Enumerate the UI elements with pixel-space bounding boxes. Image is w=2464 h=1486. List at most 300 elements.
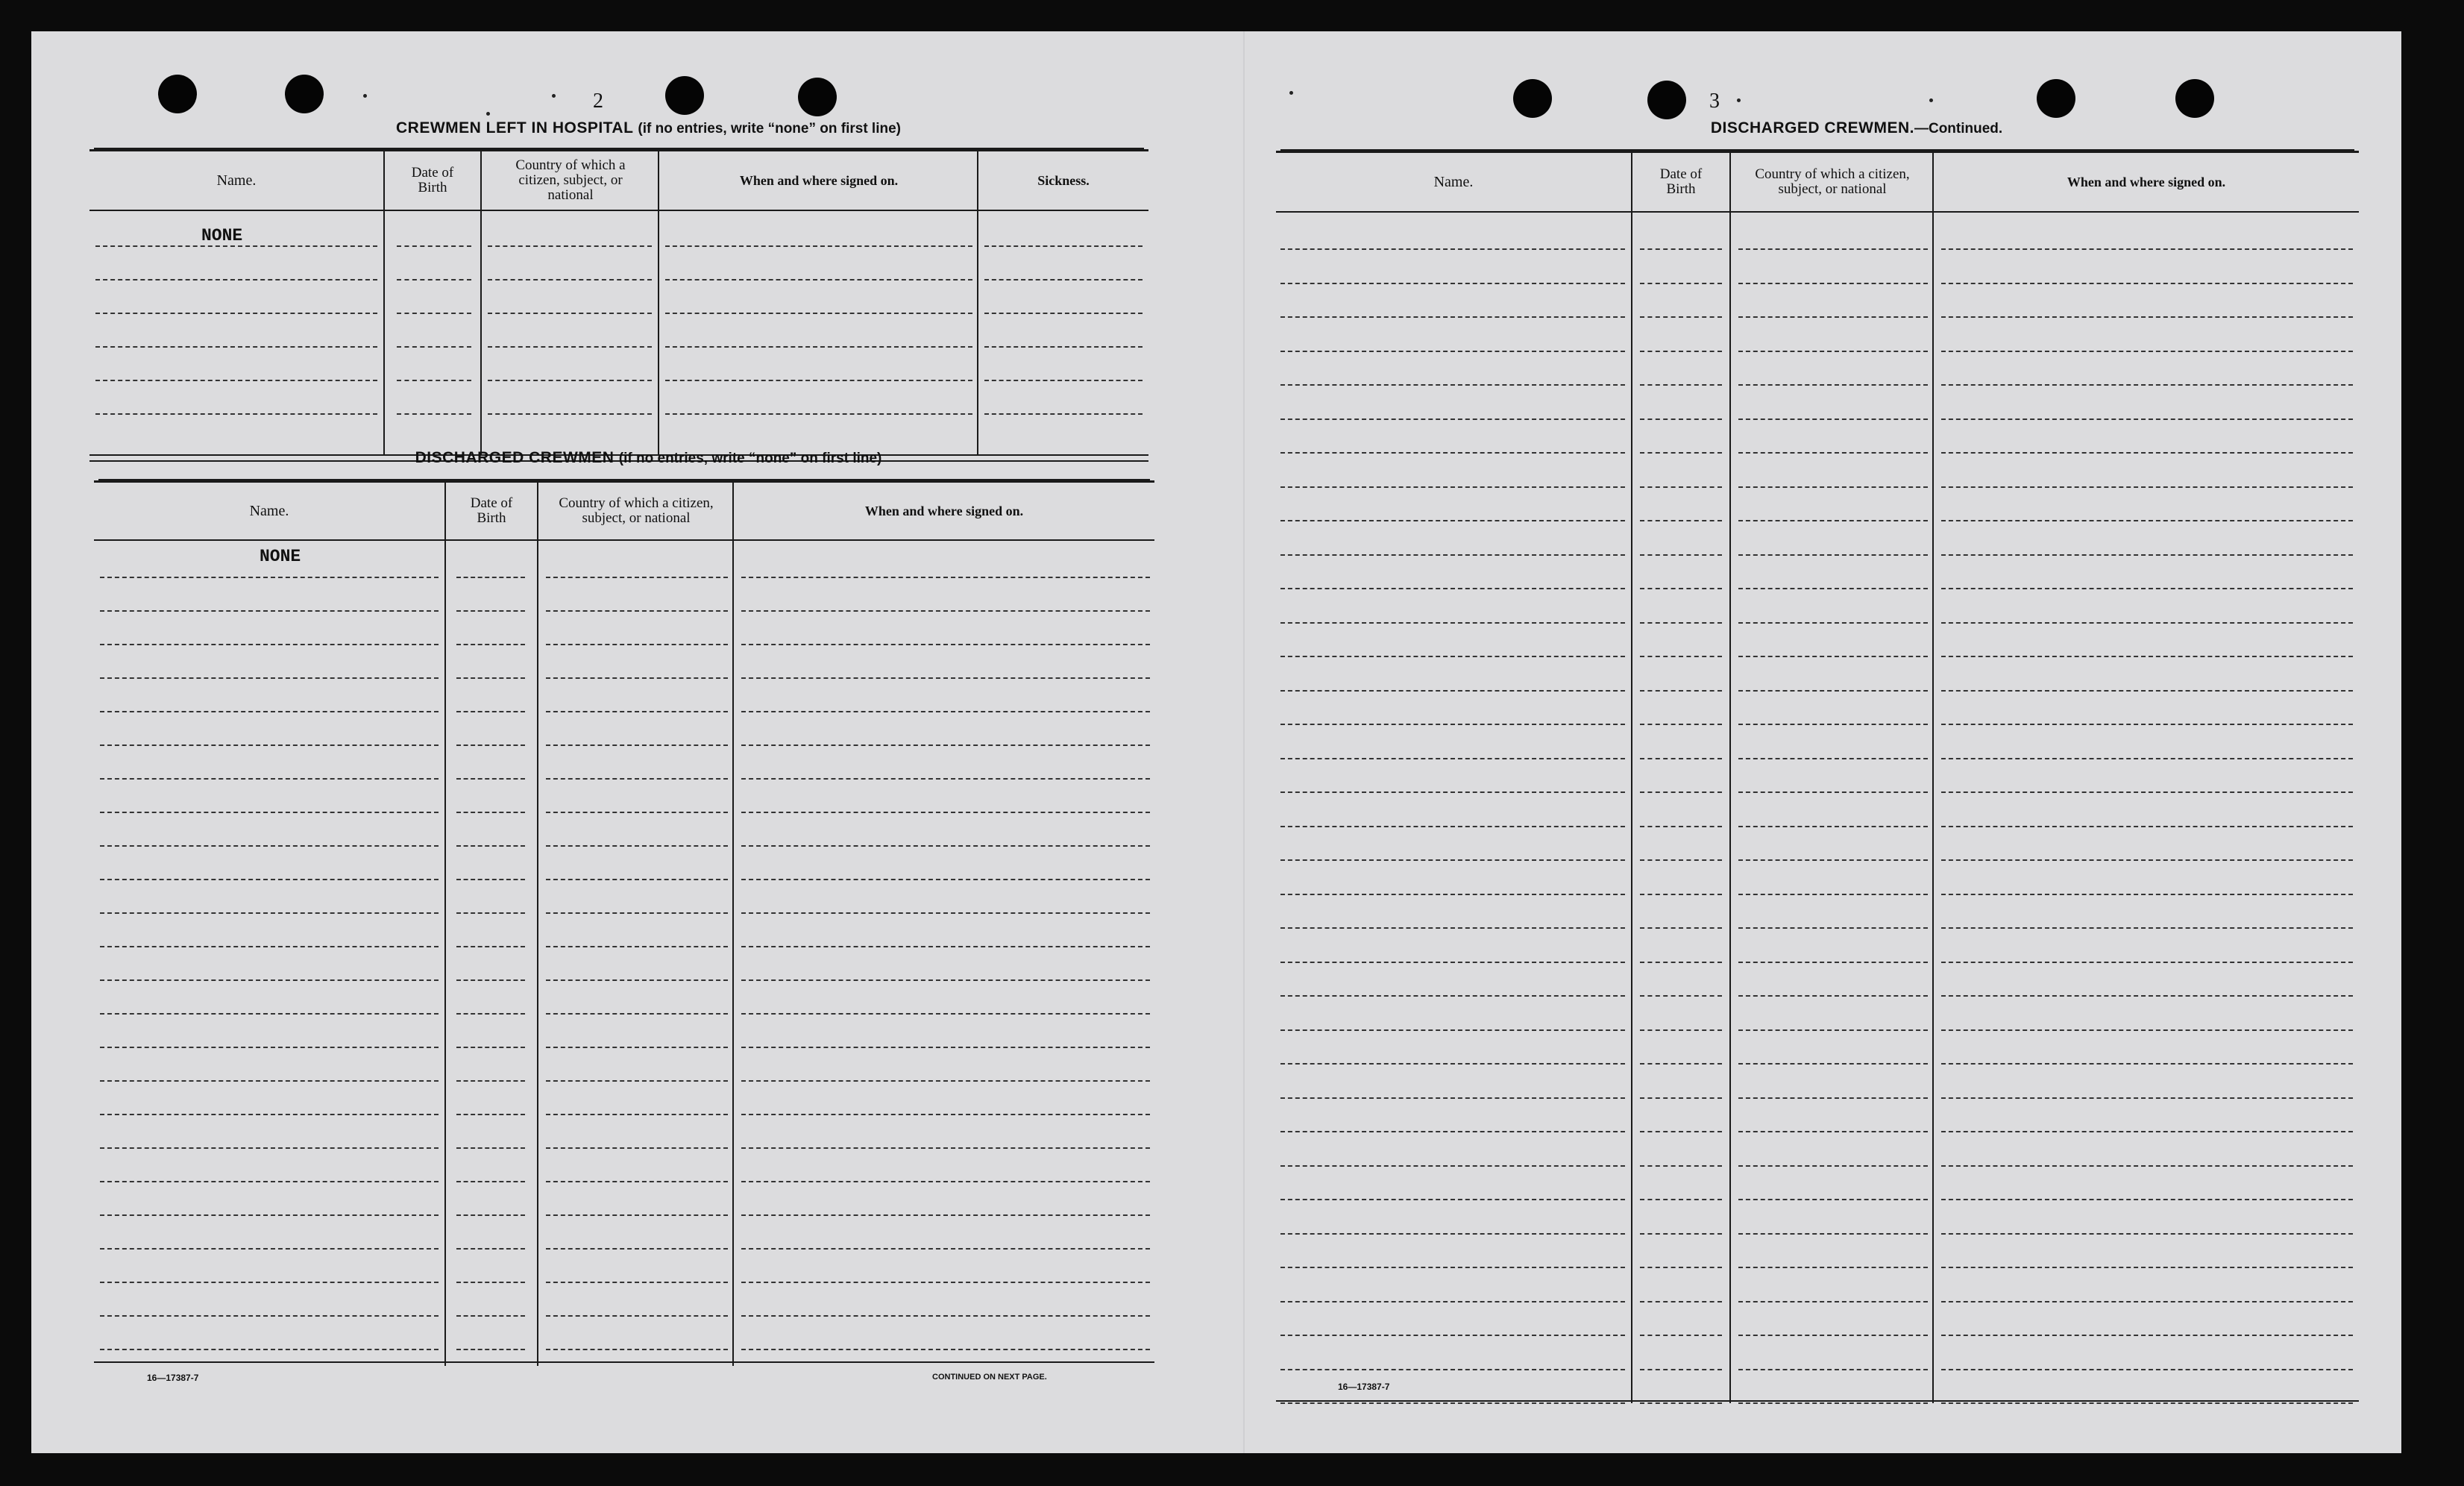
ruled-line: [456, 1047, 525, 1048]
ruled-line: [1941, 316, 2353, 318]
ruled-line: [1280, 316, 1625, 318]
ruled-line: [456, 912, 525, 914]
ruled-line: [546, 577, 728, 578]
ruled-line: [1640, 248, 1722, 250]
ruled-line: [95, 380, 377, 381]
ruled-line: [1280, 1029, 1625, 1031]
discharged-table: [94, 480, 1154, 1366]
col-dob-header: Date of Birth: [411, 165, 454, 195]
ruled-line: [546, 1013, 728, 1015]
ruled-line: [741, 1248, 1150, 1250]
ruled-line: [546, 879, 728, 880]
col-signed-on-header: When and where signed on.: [2067, 175, 2226, 189]
ruled-line: [546, 610, 728, 612]
ruled-line: [1941, 622, 2353, 624]
ruled-line: [1640, 690, 1722, 692]
ruled-line: [1941, 859, 2353, 861]
ruled-line: [456, 711, 525, 712]
ruled-line: [665, 279, 972, 280]
ruled-line: [1640, 452, 1722, 454]
ruled-line: [456, 677, 525, 679]
ruled-line: [456, 1214, 525, 1216]
ruled-line: [546, 1080, 728, 1082]
ruled-line: [456, 1282, 525, 1283]
ruled-line: [456, 812, 525, 813]
ruled-line: [1280, 1233, 1625, 1235]
ruled-line: [546, 1349, 728, 1350]
ruled-line: [100, 946, 439, 947]
ruled-line: [1640, 588, 1722, 589]
ruled-line: [741, 979, 1150, 981]
right-title-text: DISCHARGED CREWMEN.: [1710, 119, 1914, 137]
ruled-line: [1941, 758, 2353, 759]
ruled-line: [1640, 791, 1722, 793]
ruled-line: [1640, 1097, 1722, 1099]
ruled-line: [456, 1248, 525, 1250]
speck-mark: [363, 94, 367, 98]
ruled-line: [741, 1214, 1150, 1216]
ruled-line: [1941, 554, 2353, 556]
document-sheet: [31, 31, 2401, 1453]
ruled-line: [1941, 520, 2353, 521]
continued-rows: [1276, 211, 2359, 1403]
ruled-line: [984, 346, 1143, 348]
ruled-line: [1941, 791, 2353, 793]
ruled-line: [1738, 248, 1928, 250]
ruled-line: [100, 1114, 439, 1115]
ruled-line: [741, 778, 1150, 780]
ruled-line: [1738, 316, 1928, 318]
discharged-continued-table: [1276, 151, 2359, 1403]
ruled-line: [546, 1047, 728, 1048]
ruled-line: [546, 644, 728, 645]
ruled-line: [1280, 690, 1625, 692]
ruled-line: [984, 313, 1143, 314]
ruled-line: [1738, 622, 1928, 624]
col-dob-header: Date of Birth: [470, 495, 513, 526]
ruled-line: [100, 912, 439, 914]
form-number: 16—17387-7: [147, 1373, 199, 1383]
ruled-line: [1941, 1199, 2353, 1200]
ruled-line: [397, 413, 471, 415]
speck-mark: [486, 112, 490, 116]
ruled-line: [546, 812, 728, 813]
col-country-header: Country of which a citizen, subject, or national: [559, 495, 714, 526]
ruled-line: [1280, 656, 1625, 657]
ruled-line: [1640, 758, 1722, 759]
ruled-line: [1280, 1301, 1625, 1302]
ruled-line: [456, 610, 525, 612]
ruled-line: [741, 1315, 1150, 1317]
ruled-line: [1941, 826, 2353, 827]
ruled-line: [100, 1013, 439, 1015]
ruled-line: [1738, 927, 1928, 929]
ruled-line: [741, 1047, 1150, 1048]
ruled-line: [1738, 1369, 1928, 1370]
ruled-line: [1280, 1097, 1625, 1099]
ruled-line: [397, 279, 471, 280]
ruled-line: [456, 744, 525, 746]
punch-hole: [1513, 79, 1552, 118]
ruled-line: [1941, 656, 2353, 657]
ruled-line: [456, 879, 525, 880]
ruled-line: [100, 812, 439, 813]
punch-hole: [798, 78, 837, 116]
ruled-line: [546, 1315, 728, 1317]
ruled-line: [100, 610, 439, 612]
ruled-line: [741, 1282, 1150, 1283]
ruled-line: [665, 346, 972, 348]
continued-note: CONTINUED ON NEXT PAGE.: [932, 1373, 1047, 1382]
ruled-line: [95, 313, 377, 314]
hospital-subtitle-text: (if no entries, write “none” on first line): [638, 121, 901, 137]
ruled-line: [546, 1147, 728, 1149]
ruled-line: [1738, 1233, 1928, 1235]
punch-hole: [285, 75, 324, 113]
hospital-title-text: CREWMEN LEFT IN HOSPITAL: [396, 119, 634, 137]
ruled-line: [1941, 1335, 2353, 1336]
ruled-line: [1280, 791, 1625, 793]
ruled-line: [1640, 1402, 1722, 1404]
ruled-line: [1941, 927, 2353, 929]
ruled-line: [1280, 724, 1625, 725]
ruled-line: [1738, 1131, 1928, 1132]
ruled-line: [546, 744, 728, 746]
col-country-header: Country of which a citizen, subject, or national: [515, 157, 626, 203]
ruled-line: [1640, 962, 1722, 963]
ruled-line: [1280, 283, 1625, 284]
ruled-line: [100, 1248, 439, 1250]
ruled-line: [1941, 1131, 2353, 1132]
left-page: [31, 31, 1243, 1453]
ruled-line: [1640, 826, 1722, 827]
ruled-line: [741, 845, 1150, 847]
ruled-line: [546, 778, 728, 780]
ruled-line: [100, 1047, 439, 1048]
ruled-line: [1738, 724, 1928, 725]
punch-hole: [158, 75, 197, 113]
ruled-line: [1280, 554, 1625, 556]
ruled-line: [1280, 486, 1625, 488]
ruled-line: [1941, 351, 2353, 352]
ruled-line: [95, 279, 377, 280]
ruled-line: [546, 1282, 728, 1283]
punch-hole: [2037, 79, 2075, 118]
ruled-line: [1738, 418, 1928, 420]
ruled-line: [456, 778, 525, 780]
punch-hole: [1647, 81, 1686, 119]
ruled-line: [488, 346, 652, 348]
ruled-line: [741, 610, 1150, 612]
ruled-line: [741, 1349, 1150, 1350]
ruled-line: [1738, 962, 1928, 963]
ruled-line: [984, 245, 1143, 247]
col-dob-header: Date of Birth: [1659, 166, 1703, 197]
ruled-line: [1280, 384, 1625, 386]
ruled-line: [741, 879, 1150, 880]
ruled-line: [1941, 248, 2353, 250]
ruled-line: [456, 1181, 525, 1182]
ruled-line: [488, 313, 652, 314]
ruled-line: [488, 279, 652, 280]
ruled-line: [1738, 1199, 1928, 1200]
ruled-line: [984, 413, 1143, 415]
ruled-line: [741, 1147, 1150, 1149]
ruled-line: [1640, 316, 1722, 318]
ruled-line: [741, 946, 1150, 947]
page-number: 2: [593, 90, 603, 113]
col-country-header: Country of which a citizen, subject, or national: [1755, 166, 1910, 197]
ruled-line: [1640, 656, 1722, 657]
ruled-line: [1738, 1301, 1928, 1302]
ruled-line: [100, 1315, 439, 1317]
ruled-line: [1280, 1063, 1625, 1065]
ruled-line: [1738, 283, 1928, 284]
ruled-line: [100, 1214, 439, 1216]
ruled-line: [1280, 927, 1625, 929]
ruled-line: [1640, 283, 1722, 284]
hospital-first-entry: NONE: [201, 226, 243, 245]
ruled-line: [665, 313, 972, 314]
col-sickness-header: Sickness.: [1037, 173, 1090, 188]
ruled-line: [1738, 791, 1928, 793]
ruled-line: [456, 1315, 525, 1317]
ruled-line: [1280, 452, 1625, 454]
ruled-line: [456, 946, 525, 947]
ruled-line: [1941, 1402, 2353, 1404]
page-number: 3: [1709, 90, 1720, 113]
ruled-line: [1738, 588, 1928, 589]
ruled-line: [1640, 1267, 1722, 1268]
ruled-line: [1640, 520, 1722, 521]
ruled-line: [1941, 962, 2353, 963]
ruled-line: [984, 279, 1143, 280]
ruled-line: [1640, 1301, 1722, 1302]
ruled-line: [1280, 622, 1625, 624]
ruled-line: [1941, 384, 2353, 386]
ruled-line: [1941, 1267, 2353, 1268]
col-name-header: Name.: [216, 172, 257, 189]
ruled-line: [1941, 1029, 2353, 1031]
ruled-line: [95, 413, 377, 415]
ruled-line: [1941, 995, 2353, 997]
ruled-line: [1738, 826, 1928, 827]
ruled-line: [1640, 995, 1722, 997]
ruled-line: [1738, 1165, 1928, 1167]
ruled-line: [1280, 1335, 1625, 1336]
ruled-line: [1640, 1233, 1722, 1235]
ruled-line: [546, 1248, 728, 1250]
ruled-line: [1941, 1165, 2353, 1167]
ruled-line: [488, 245, 652, 247]
ruled-line: [1640, 486, 1722, 488]
ruled-line: [1941, 724, 2353, 725]
ruled-line: [1640, 927, 1722, 929]
ruled-line: [741, 912, 1150, 914]
col-name-header: Name.: [1433, 174, 1474, 190]
punch-hole: [2175, 79, 2214, 118]
right-page: [1245, 31, 2401, 1453]
ruled-line: [456, 577, 525, 578]
ruled-line: [100, 1282, 439, 1283]
punch-hole: [665, 76, 704, 115]
speck-mark: [1289, 91, 1293, 95]
ruled-line: [741, 677, 1150, 679]
ruled-line: [546, 946, 728, 947]
discharged-rows: [94, 539, 1154, 1366]
ruled-line: [1280, 1199, 1625, 1200]
ruled-line: [1738, 758, 1928, 759]
ruled-line: [1941, 588, 2353, 589]
ruled-line: [1640, 894, 1722, 895]
ruled-line: [665, 245, 972, 247]
ruled-line: [1280, 418, 1625, 420]
ruled-line: [741, 1080, 1150, 1082]
ruled-line: [1280, 351, 1625, 352]
ruled-line: [546, 1214, 728, 1216]
ruled-line: [95, 346, 377, 348]
ruled-line: [1738, 1029, 1928, 1031]
ruled-line: [1941, 1369, 2353, 1370]
ruled-line: [100, 845, 439, 847]
ruled-line: [100, 644, 439, 645]
ruled-line: [1738, 1063, 1928, 1065]
ruled-line: [1941, 418, 2353, 420]
ruled-line: [456, 1349, 525, 1350]
ruled-line: [546, 1114, 728, 1115]
ruled-line: [665, 380, 972, 381]
ruled-line: [1640, 859, 1722, 861]
ruled-line: [456, 644, 525, 645]
ruled-line: [741, 744, 1150, 746]
ruled-line: [1738, 690, 1928, 692]
ruled-line: [456, 1080, 525, 1082]
col-signed-on-header: When and where signed on.: [864, 504, 1024, 518]
ruled-line: [456, 1013, 525, 1015]
speck-mark: [552, 94, 556, 98]
ruled-line: [1640, 1029, 1722, 1031]
ruled-line: [741, 1013, 1150, 1015]
col-name-header: Name.: [249, 503, 289, 519]
ruled-line: [1640, 554, 1722, 556]
ruled-line: [1738, 1267, 1928, 1268]
ruled-line: [1738, 520, 1928, 521]
ruled-line: [397, 245, 471, 247]
ruled-line: [1738, 1402, 1928, 1404]
ruled-line: [741, 1181, 1150, 1182]
ruled-line: [546, 1181, 728, 1182]
ruled-line: [1640, 1369, 1722, 1370]
ruled-line: [1280, 995, 1625, 997]
ruled-line: [1941, 894, 2353, 895]
ruled-line: [741, 644, 1150, 645]
ruled-line: [1640, 1335, 1722, 1336]
ruled-line: [741, 577, 1150, 578]
ruled-line: [456, 845, 525, 847]
ruled-line: [1280, 1369, 1625, 1370]
ruled-line: [1640, 1165, 1722, 1167]
table-bottom-rule: [94, 1361, 1154, 1363]
ruled-line: [1941, 690, 2353, 692]
ruled-line: [1640, 622, 1722, 624]
ruled-line: [1640, 351, 1722, 352]
form-number: 16—17387-7: [1338, 1382, 1390, 1392]
ruled-line: [1738, 656, 1928, 657]
discharged-subtitle-text: (if no entries, write “none” on first line): [618, 451, 882, 466]
discharged-title-text: DISCHARGED CREWMEN: [415, 449, 615, 466]
ruled-line: [546, 912, 728, 914]
ruled-line: [1941, 1301, 2353, 1302]
ruled-line: [984, 380, 1143, 381]
ruled-line: [546, 845, 728, 847]
ruled-line: [1738, 486, 1928, 488]
ruled-line: [1640, 724, 1722, 725]
ruled-line: [456, 1147, 525, 1149]
ruled-line: [1941, 283, 2353, 284]
ruled-line: [397, 346, 471, 348]
ruled-line: [488, 380, 652, 381]
ruled-line: [1280, 894, 1625, 895]
ruled-line: [488, 413, 652, 415]
ruled-line: [546, 677, 728, 679]
ruled-line: [741, 812, 1150, 813]
ruled-line: [1280, 1402, 1625, 1404]
ruled-line: [1640, 1063, 1722, 1065]
ruled-line: [1941, 486, 2353, 488]
ruled-line: [100, 778, 439, 780]
ruled-line: [95, 245, 377, 247]
ruled-line: [100, 1080, 439, 1082]
ruled-line: [546, 979, 728, 981]
ruled-line: [100, 1349, 439, 1350]
hospital-section-title: [54, 119, 1243, 137]
ruled-line: [1280, 248, 1625, 250]
right-discharged-title: [1312, 119, 2401, 137]
ruled-line: [100, 1147, 439, 1149]
ruled-line: [741, 1114, 1150, 1115]
ruled-line: [1738, 351, 1928, 352]
ruled-line: [100, 577, 439, 578]
ruled-line: [1640, 1131, 1722, 1132]
ruled-line: [665, 413, 972, 415]
ruled-line: [1738, 554, 1928, 556]
ruled-line: [1280, 859, 1625, 861]
ruled-line: [741, 711, 1150, 712]
speck-mark: [1737, 98, 1741, 102]
discharged-first-entry: NONE: [260, 547, 301, 566]
ruled-line: [1280, 588, 1625, 589]
ruled-line: [1280, 520, 1625, 521]
discharged-section-title: [54, 449, 1243, 467]
ruled-line: [1738, 452, 1928, 454]
ruled-line: [1640, 1199, 1722, 1200]
ruled-line: [546, 711, 728, 712]
ruled-line: [1738, 1097, 1928, 1099]
ruled-line: [1280, 1131, 1625, 1132]
col-signed-on-header: When and where signed on.: [739, 173, 899, 188]
ruled-line: [1941, 1097, 2353, 1099]
ruled-line: [1280, 1267, 1625, 1268]
ruled-line: [1738, 384, 1928, 386]
ruled-line: [1941, 1233, 2353, 1235]
ruled-line: [100, 677, 439, 679]
hospital-rows: [89, 210, 1148, 456]
ruled-line: [1280, 826, 1625, 827]
ruled-line: [1280, 962, 1625, 963]
ruled-line: [456, 979, 525, 981]
ruled-line: [1738, 894, 1928, 895]
ruled-line: [1738, 859, 1928, 861]
